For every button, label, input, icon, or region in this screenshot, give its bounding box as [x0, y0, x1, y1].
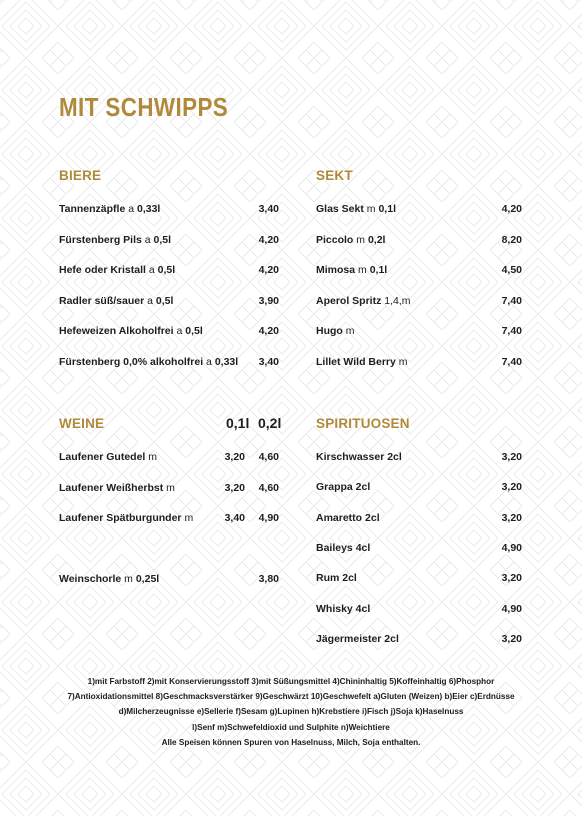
weine-column-small: 0,1l [226, 415, 250, 431]
section-heading-biere: BIERE [59, 168, 102, 183]
menu-item [316, 355, 522, 369]
section-heading-spirituosen: SPIRITUOSEN [316, 416, 410, 431]
item-name: Laufener Gutedel m [59, 451, 158, 463]
footnote-line: d)Milcherzeugnisse e)Sellerie f)Sesam g)Lupinen h)Krebstiere i)Fisch j)Soja k)Haselnuss [118, 707, 464, 717]
item-price: 3,20 [501, 481, 522, 494]
item-price: 4,90 [501, 602, 522, 615]
menu-item [59, 233, 279, 247]
item-name: Aperol Spritz 1,4,m [316, 294, 411, 307]
menu-item [59, 202, 279, 216]
item-name: Fürstenberg 0,0% alkoholfrei a 0,33l [59, 355, 239, 368]
menu-item [59, 355, 279, 369]
item-price: 8,20 [501, 233, 522, 246]
item-price: 4,20 [258, 233, 279, 246]
item-name: Amaretto 2cl [316, 511, 380, 524]
item-price: 3,20 [224, 481, 245, 494]
item-name: Piccolo m 0,2l [316, 233, 386, 246]
item-name: Glas Sekt m 0,1l [316, 203, 396, 215]
item-price: 3,20 [501, 572, 522, 585]
item-name: Baileys 4cl [316, 541, 371, 554]
item-price: 3,20 [501, 511, 522, 524]
item-name: Mimosa m 0,1l [316, 264, 388, 276]
menu-item [59, 450, 279, 464]
item-name: Laufener Spätburgunder m [59, 512, 194, 524]
menu-item [316, 541, 522, 555]
item-price: 3,20 [501, 632, 522, 645]
item-name: Jägermeister 2cl [316, 632, 399, 645]
menu-item [316, 294, 522, 308]
item-price: 3,40 [258, 355, 279, 368]
item-name: Grappa 2cl [316, 481, 371, 494]
menu-item [59, 263, 279, 277]
item-price: 4,60 [258, 481, 279, 494]
menu-item [316, 602, 522, 616]
item-price: 4,20 [501, 203, 522, 215]
menu-item [316, 233, 522, 247]
menu-item [316, 263, 522, 277]
item-name: Hefe oder Kristall a 0,5l [59, 264, 176, 276]
item-price: 4,20 [258, 325, 279, 337]
page-title: MIT SCHWIPPS [59, 92, 229, 122]
menu-item [59, 511, 279, 525]
item-price: 4,90 [258, 512, 279, 524]
item-price: 3,90 [258, 294, 279, 307]
allergen-footnotes [40, 674, 542, 750]
weine-column-large: 0,2l [258, 415, 282, 431]
item-price: 4,90 [501, 541, 522, 554]
item-price: 4,50 [501, 264, 522, 276]
section-heading-sekt: SEKT [316, 168, 353, 183]
footnote-line: 1)mit Farbstoff 2)mit Konservierungsstoff 3)mit Süßungsmittel 4)Chininhaltig 5)Koffeinhaltig 6)Phosphor [87, 677, 495, 686]
menu-item [316, 450, 522, 464]
item-price: 4,60 [258, 451, 279, 463]
item-name: Fürstenberg Pils a 0,5l [59, 233, 172, 246]
item-name: Laufener Weißherbst m [59, 481, 175, 494]
item-price: 4,20 [258, 264, 279, 276]
menu-item [316, 480, 522, 494]
menu-item [316, 571, 522, 585]
item-name: Hugo m [316, 325, 355, 337]
menu-item [59, 294, 279, 308]
item-price: 3,20 [501, 451, 522, 463]
menu-item [316, 632, 522, 646]
item-name: Weinschorle m 0,25l [59, 573, 160, 585]
item-name: Kirschwasser 2cl [316, 451, 402, 463]
item-price: 3,80 [258, 573, 279, 585]
item-name: Whisky 4cl [316, 602, 371, 615]
item-price: 3,40 [258, 203, 279, 215]
menu-item [316, 202, 522, 216]
menu-item [59, 324, 279, 338]
footnote-line: Alle Speisen können Spuren von Haselnuss, Milch, Soja enthalten. [161, 737, 421, 747]
item-price: 7,40 [501, 325, 522, 337]
item-name: Lillet Wild Berry m [316, 355, 408, 368]
footnote-line: l)Senf m)Schwefeldioxid und Sulphite n)Weichtiere [192, 722, 390, 732]
item-price: 7,40 [501, 294, 522, 307]
item-name: Tannenzäpfle a 0,33l [59, 203, 161, 215]
menu-item [316, 324, 522, 338]
menu-item-weinschorle [59, 572, 279, 586]
item-name: Hefeweizen Alkoholfrei a 0,5l [59, 325, 203, 337]
footnote-line: 7)Antioxidationsmittel 8)Geschmacksverstärker 9)Geschwärzt 10)Geschwefelt a)Gluten (Weizen) b)Eier c)Erdnüsse [67, 692, 515, 702]
item-price: 3,40 [224, 512, 245, 524]
menu-item [316, 511, 522, 525]
section-heading-weine: WEINE [59, 416, 105, 431]
item-name: Rum 2cl [316, 572, 357, 585]
item-price: 7,40 [501, 355, 522, 368]
menu-item [59, 481, 279, 495]
item-name: Radler süß/sauer a 0,5l [59, 294, 174, 307]
item-price: 3,20 [224, 451, 245, 463]
